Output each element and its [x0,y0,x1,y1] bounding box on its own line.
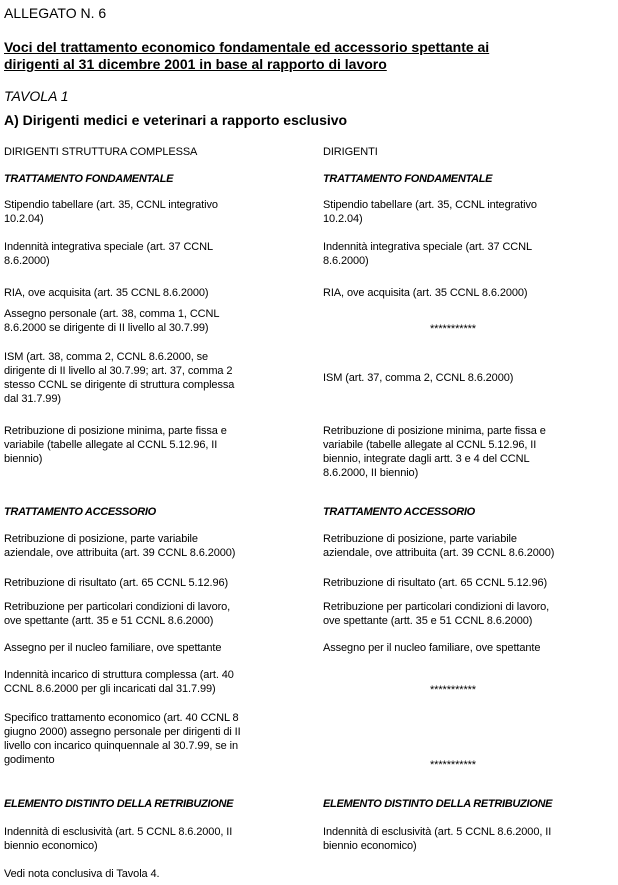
text-line: Retribuzione di risultato (art. 65 CCNL 5.12.96) [323,577,548,589]
right-condizioni-lavoro [323,600,549,628]
left-retribuzione-posizione-variabile [4,532,235,560]
text-line: aziendale, ove attribuita (art. 39 CCNL 8.6.2000) [323,547,555,559]
right-indennita-integrativa [323,240,532,268]
text-line: Indennità di esclusività (art. 5 CCNL 8.6.2000, II [4,826,233,838]
text-line: biennio economico) [323,840,417,852]
right-retribuzione-posizione-minima [323,424,546,480]
text-line: biennio) [4,453,43,465]
text-line: giugno 2000) assegno personale per dirigenti di II [4,726,241,738]
left-specifico-trattamento [4,711,241,767]
left-ism [4,350,234,406]
title-line-2: dirigenti al 31 dicembre 2001 in base al rapporto di lavoro [4,56,387,72]
table-label: TAVOLA 1 [4,88,69,104]
right-incarico-struttura-placeholder: *********** [430,684,476,696]
left-ria [4,286,209,300]
right-fondamentale-heading: TRATTAMENTO FONDAMENTALE [323,173,493,185]
right-assegno-personale-placeholder: *********** [430,323,476,335]
text-line: variabile (tabelle allegate al CCNL 5.12.96, II [4,439,218,451]
right-esclusivita [323,825,551,853]
right-ria [323,286,528,300]
text-line: ISM (art. 37, comma 2, CCNL 8.6.2000) [323,372,514,384]
text-line: 10.2.04) [323,213,363,225]
left-condizioni-lavoro [4,600,230,628]
right-nucleo-familiare [323,641,540,655]
text-line: aziendale, ove attribuita (art. 39 CCNL 8.6.2000) [4,547,236,559]
text-line: Indennità di esclusività (art. 5 CCNL 8.6.2000, II [323,826,552,838]
left-esclusivita [4,825,232,853]
text-line: Specifico trattamento economico (art. 40 CCNL 8 [4,712,239,724]
title-line-1: Voci del trattamento economico fondamentale ed accessorio spettante ai [4,39,490,55]
text-line: ove spettante (artt. 35 e 51 CCNL 8.6.2000) [4,615,214,627]
left-edr-heading: ELEMENTO DISTINTO DELLA RETRIBUZIONE [4,798,234,810]
text-line: biennio, integrate dagli artt. 3 e 4 del CCNL [323,453,530,465]
text-line: Retribuzione di posizione minima, parte fissa e [4,425,227,437]
left-indennita-integrativa [4,240,213,268]
left-incarico-struttura [4,668,234,696]
text-line: RIA, ove acquisita (art. 35 CCNL 8.6.2000) [323,287,528,299]
text-line: 8.6.2000) [4,255,50,267]
left-fondamentale-heading: TRATTAMENTO FONDAMENTALE [4,173,174,185]
text-line: livello con incarico quinquennale al 30.7.99, se in [4,740,239,752]
text-line: 8.6.2000 se dirigente di II livello al 30.7.99) [4,322,209,334]
left-stipendio [4,198,218,226]
footer-note: Vedi nota conclusiva di Tavola 4. [4,868,160,880]
text-line: godimento [4,754,55,766]
text-line: dal 31.7.99) [4,393,61,405]
text-line: dirigente di II livello al 30.7.99; art. 37, comma 2 [4,365,233,377]
text-line: Indennità incarico di struttura complessa (art. 40 [4,669,234,681]
text-line: 10.2.04) [4,213,44,225]
text-line: Retribuzione per particolari condizioni di lavoro, [323,601,550,613]
text-line: ISM (art. 38, comma 2, CCNL 8.6.2000, se [4,351,209,363]
text-line: CCNL 8.6.2000 per gli incaricati dal 31.7.99) [4,683,216,695]
section-heading: A) Dirigenti medici e veterinari a rapporto esclusivo [4,112,348,128]
text-line: Retribuzione di posizione, parte variabile [323,533,517,545]
right-retribuzione-risultato [323,576,547,590]
document-label: ALLEGATO N. 6 [4,5,107,21]
text-line: Indennità integrativa speciale (art. 37 CCNL [4,241,213,253]
text-line: 8.6.2000, II biennio) [323,467,419,479]
text-line: stesso CCNL se dirigente di struttura complessa [4,379,235,391]
text-line: Retribuzione di posizione minima, parte fissa e [323,425,546,437]
right-ism [323,371,513,385]
left-assegno-personale [4,307,219,335]
right-accessorio-heading: TRATTAMENTO ACCESSORIO [323,506,475,518]
left-retribuzione-risultato [4,576,228,590]
right-stipendio [323,198,537,226]
text-line: Stipendio tabellare (art. 35, CCNL integrativo [323,199,537,211]
text-line: Stipendio tabellare (art. 35, CCNL integrativo [4,199,218,211]
text-line: Indennità integrativa speciale (art. 37 CCNL [323,241,532,253]
left-retribuzione-posizione-minima [4,424,227,466]
right-column-heading: DIRIGENTI [323,146,378,158]
left-column-heading: DIRIGENTI STRUTTURA COMPLESSA [4,146,198,158]
right-specifico-trattamento-placeholder: *********** [430,759,476,771]
text-line: Assegno per il nucleo familiare, ove spettante [323,642,541,654]
left-nucleo-familiare [4,641,221,655]
text-line: RIA, ove acquisita (art. 35 CCNL 8.6.2000) [4,287,209,299]
text-line: Assegno per il nucleo familiare, ove spettante [4,642,222,654]
text-line: variabile (tabelle allegate al CCNL 5.12.96, II [323,439,537,451]
right-edr-heading: ELEMENTO DISTINTO DELLA RETRIBUZIONE [323,798,553,810]
left-accessorio-heading: TRATTAMENTO ACCESSORIO [4,506,156,518]
right-retribuzione-posizione-variabile [323,532,554,560]
text-line: Retribuzione di risultato (art. 65 CCNL 5.12.96) [4,577,229,589]
text-line: biennio economico) [4,840,98,852]
text-line: ove spettante (artt. 35 e 51 CCNL 8.6.2000) [323,615,533,627]
text-line: 8.6.2000) [323,255,369,267]
text-line: Assegno personale (art. 38, comma 1, CCNL [4,308,220,320]
text-line: Retribuzione per particolari condizioni di lavoro, [4,601,231,613]
document-title [4,39,489,73]
text-line: Retribuzione di posizione, parte variabile [4,533,198,545]
